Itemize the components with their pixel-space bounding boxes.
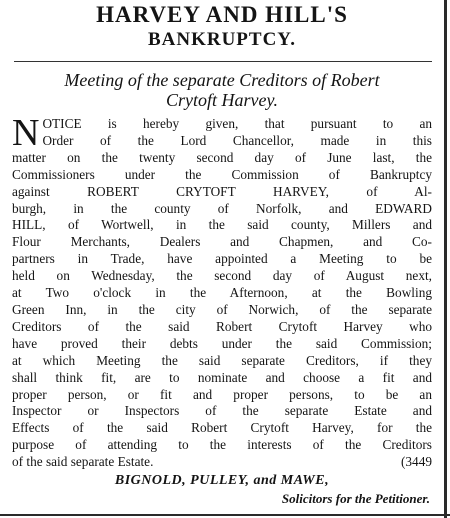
- body-line: matter on the twenty second day of June last, the: [12, 149, 432, 165]
- notice-subtitle: BANKRUPTCY.: [147, 29, 297, 50]
- body-line: HILL, of Wortwell, in the said county, Millers and: [12, 217, 432, 233]
- body-line: Commissioners under the Commission of Bankruptcy: [12, 166, 432, 182]
- body-line-last: [12, 454, 432, 471]
- body-line: proper person, or fit and proper persons, to be an: [12, 386, 432, 402]
- signature-role: Solicitors for the Petitioner.: [281, 491, 430, 507]
- body-line: against ROBERT CRYTOFT HARVEY, of Al-: [12, 183, 432, 199]
- notice: [12, 2, 432, 508]
- notice-body: [12, 112, 432, 471]
- body-line-text: of the said separate Estate.: [12, 454, 154, 470]
- advert-reference-number: (3449: [400, 454, 432, 470]
- body-line: Order of the Lord Chancellor, made in this: [42, 132, 432, 148]
- heading-line-1: Meeting of the separate Creditors of Robert: [64, 70, 380, 90]
- body-line: Creditors of the said Robert Crytoft Harvey who: [12, 318, 432, 334]
- body-line: Green Inn, in the city of Norwich, of the separate: [12, 301, 432, 317]
- body-line: OTICE is hereby given, that pursuant to an: [42, 116, 432, 131]
- dropcap: N: [12, 112, 40, 154]
- body-line: burgh, in the county of Norfolk, and EDWARD: [12, 200, 432, 216]
- divider: [14, 61, 432, 62]
- notice-title: HARVEY AND HILL'S: [96, 2, 348, 27]
- body-line: partners in Trade, have appointed a Meeting to be: [12, 251, 432, 267]
- notice-heading: [12, 70, 432, 110]
- body-line: Effects of the said Robert Crytoft Harvey, for the: [12, 420, 432, 436]
- body-line: have proved their debts under the said Commission;: [12, 335, 432, 351]
- signature: BIGNOLD, PULLEY, and MAWE,: [114, 473, 330, 489]
- body-line: held on Wednesday, the second day of August next,: [12, 268, 432, 284]
- body-line: Flour Merchants, Dealers and Chapmen, and Co-: [12, 234, 432, 250]
- heading-line-2: Crytoft Harvey.: [166, 90, 278, 110]
- column-rule-right: [444, 0, 447, 518]
- body-line: at which Meeting the said separate Creditors, if they: [12, 352, 432, 368]
- body-line: Inspector or Inspectors of the separate Estate and: [12, 403, 432, 419]
- column-rule-bottom: [0, 514, 450, 516]
- body-line: purpose of attending to the interests of the Creditors: [12, 437, 432, 453]
- body-line: shall think fit, are to nominate and choose a fit and: [12, 369, 432, 385]
- body-line: at Two o'clock in the Afternoon, at the Bowling: [12, 285, 432, 301]
